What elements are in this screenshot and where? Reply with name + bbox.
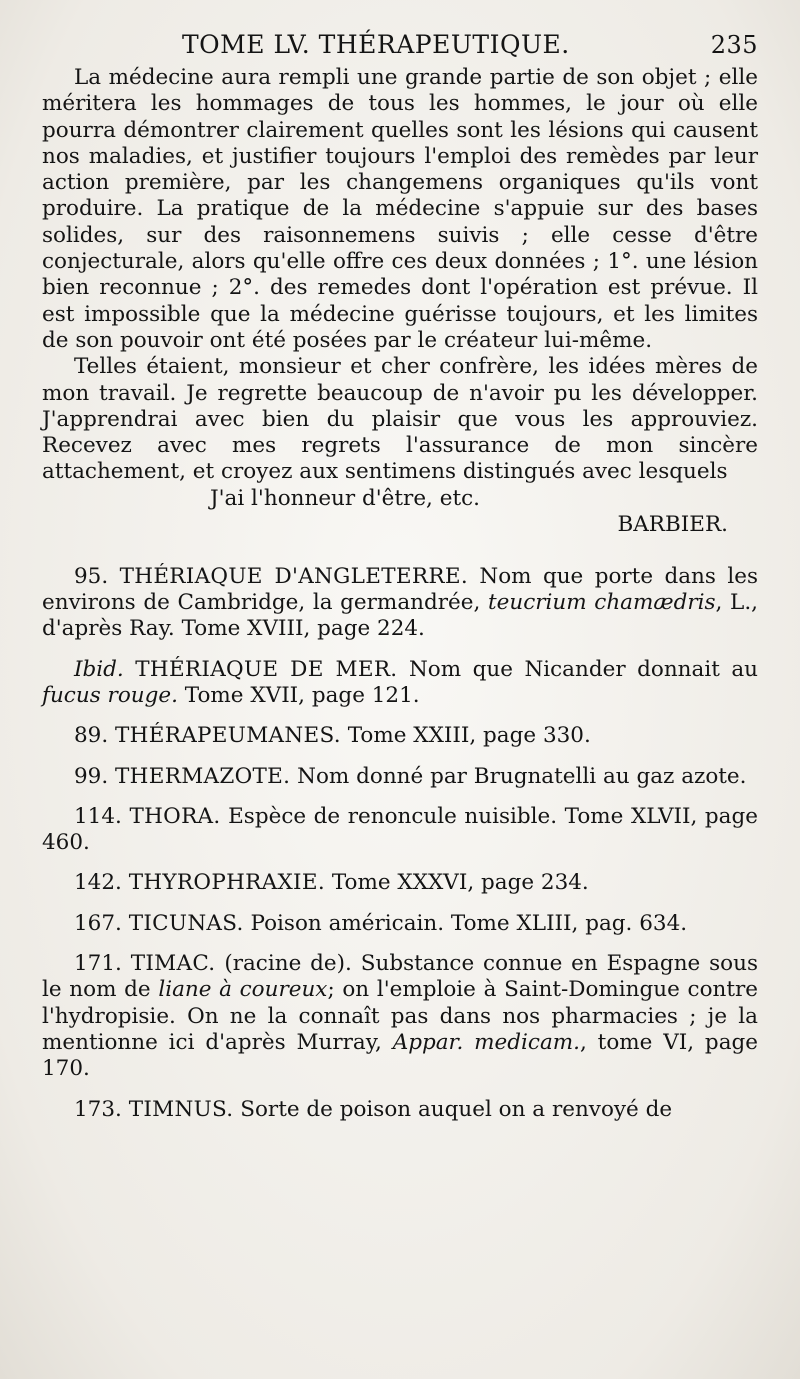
entry-ibid: Ibid.	[74, 656, 124, 682]
running-header	[42, 30, 758, 59]
entry-text: (racine de). Substance connue en Espagne sous le nom de	[42, 951, 758, 1003]
entry-number: 89.	[74, 723, 109, 749]
entry-heading: THÉRIAQUE D'ANGLETERRE.	[119, 563, 468, 589]
entry-text-post: ; on l'emploie à Saint-Domingue contre l'hydropisie. On ne la connaît pas dans nos pharmacies ; je la mentionne ici d'après Murray,	[42, 977, 759, 1055]
entry-thermazote	[42, 764, 758, 790]
entry-number: 99.	[74, 763, 109, 789]
entry-heading: THERMAZOTE.	[115, 763, 291, 789]
entry-heading: TIMNUS.	[128, 1096, 234, 1122]
entry-heading: TICUNAS.	[128, 910, 244, 936]
letter-paragraph-1: La médecine aura rempli une grande partie de son objet ; elle méritera les hommages de tous les hommes, le jour où elle pourra démontrer clairement quelles sont les lésions qui causent nos maladies, et justifier toujours l'emploi des remèdes par leur action première, par les changemens organiques qu'ils vont produire. La pratique de la médecine s'appuie sur des bases solides, sur des raisonnemens suivis ; elle cesse d'être conjecturale, alors qu'elle offre ces deux données ; 1°. une lésion bien reconnue ; 2°. des remedes dont l'opération est prévue. Il est impossible que la médecine guérisse toujours, et les limites de son pouvoir ont été posées par le créateur lui-même.	[42, 65, 758, 353]
entry-text: Tome XXIII, page 330.	[347, 723, 591, 749]
entry-number: 142.	[74, 870, 122, 896]
entry-text: Sorte de poison auquel on a renvoyé de	[240, 1096, 673, 1122]
entry-text: Nom que porte dans les environs de Cambridge, la germandrée,	[42, 563, 758, 616]
entry-text: Tome XXXVI, page 234.	[331, 870, 589, 896]
entry-thora	[42, 804, 758, 857]
entry-number: 171.	[74, 951, 122, 977]
entry-theriaque-mer	[42, 657, 758, 710]
entry-heading: THYROPHRAXIE.	[128, 870, 325, 896]
entry-timac	[42, 951, 758, 1082]
entry-theriaque-angleterre	[42, 564, 758, 643]
entry-text-post: Tome XVII, page 121.	[184, 682, 420, 708]
entry-text: Poison américain. Tome XLIII, pag. 634.	[250, 910, 688, 936]
entry-italic: teucrium chamædris	[487, 590, 716, 616]
entry-heading: THORA.	[129, 803, 221, 829]
page-number: 235	[710, 31, 758, 59]
entry-text: Espèce de renoncule nuisible. Tome XLVII, page 460.	[42, 803, 758, 856]
entry-number: 173.	[74, 1096, 122, 1122]
entry-text-post: , L., d'après Ray. Tome XVIII, page 224.	[42, 590, 758, 642]
letter-signature: BARBIER.	[617, 511, 728, 537]
entry-heading: TIMAC.	[130, 951, 216, 977]
entry-number: 167.	[74, 910, 122, 936]
entry-heading: THÉRIAQUE DE MER.	[135, 656, 398, 682]
entry-heading: THÉRAPEUMANES.	[115, 723, 341, 749]
entry-number: 114.	[74, 803, 122, 829]
entry-thyrophraxie	[42, 870, 758, 896]
letter-body	[42, 65, 758, 538]
entry-text-post-2: , tome VI, page 170.	[42, 1029, 758, 1082]
letter-paragraph-2: Telles étaient, monsieur et cher confrère, les idées mères de mon travail. Je regrette beaucoup de n'avoir pu les développer. J'apprendrai avec bien du plaisir que vous les approuviez. Recevez avec mes regrets l'assurance de mon sincère attachement, et croyez aux sentimens distingués avec lesquels	[42, 354, 758, 485]
entry-italic: fucus rouge.	[42, 682, 178, 708]
entry-italic: liane à coureux	[158, 977, 328, 1003]
entry-therapeumanes	[42, 723, 758, 749]
entry-text: Nom que Nicander donnait au	[408, 656, 759, 682]
entry-text: Nom donné par Brugnatelli au gaz azote.	[297, 763, 747, 789]
entry-italic-2: Appar. medicam.	[392, 1029, 580, 1055]
entry-timnus	[42, 1097, 758, 1123]
letter-closing: J'ai l'honneur d'être, etc.	[210, 485, 480, 511]
entry-number: 95.	[74, 563, 109, 589]
entry-ticunas	[42, 911, 758, 937]
running-title: TOME LV. THÉRAPEUTIQUE.	[182, 30, 570, 59]
